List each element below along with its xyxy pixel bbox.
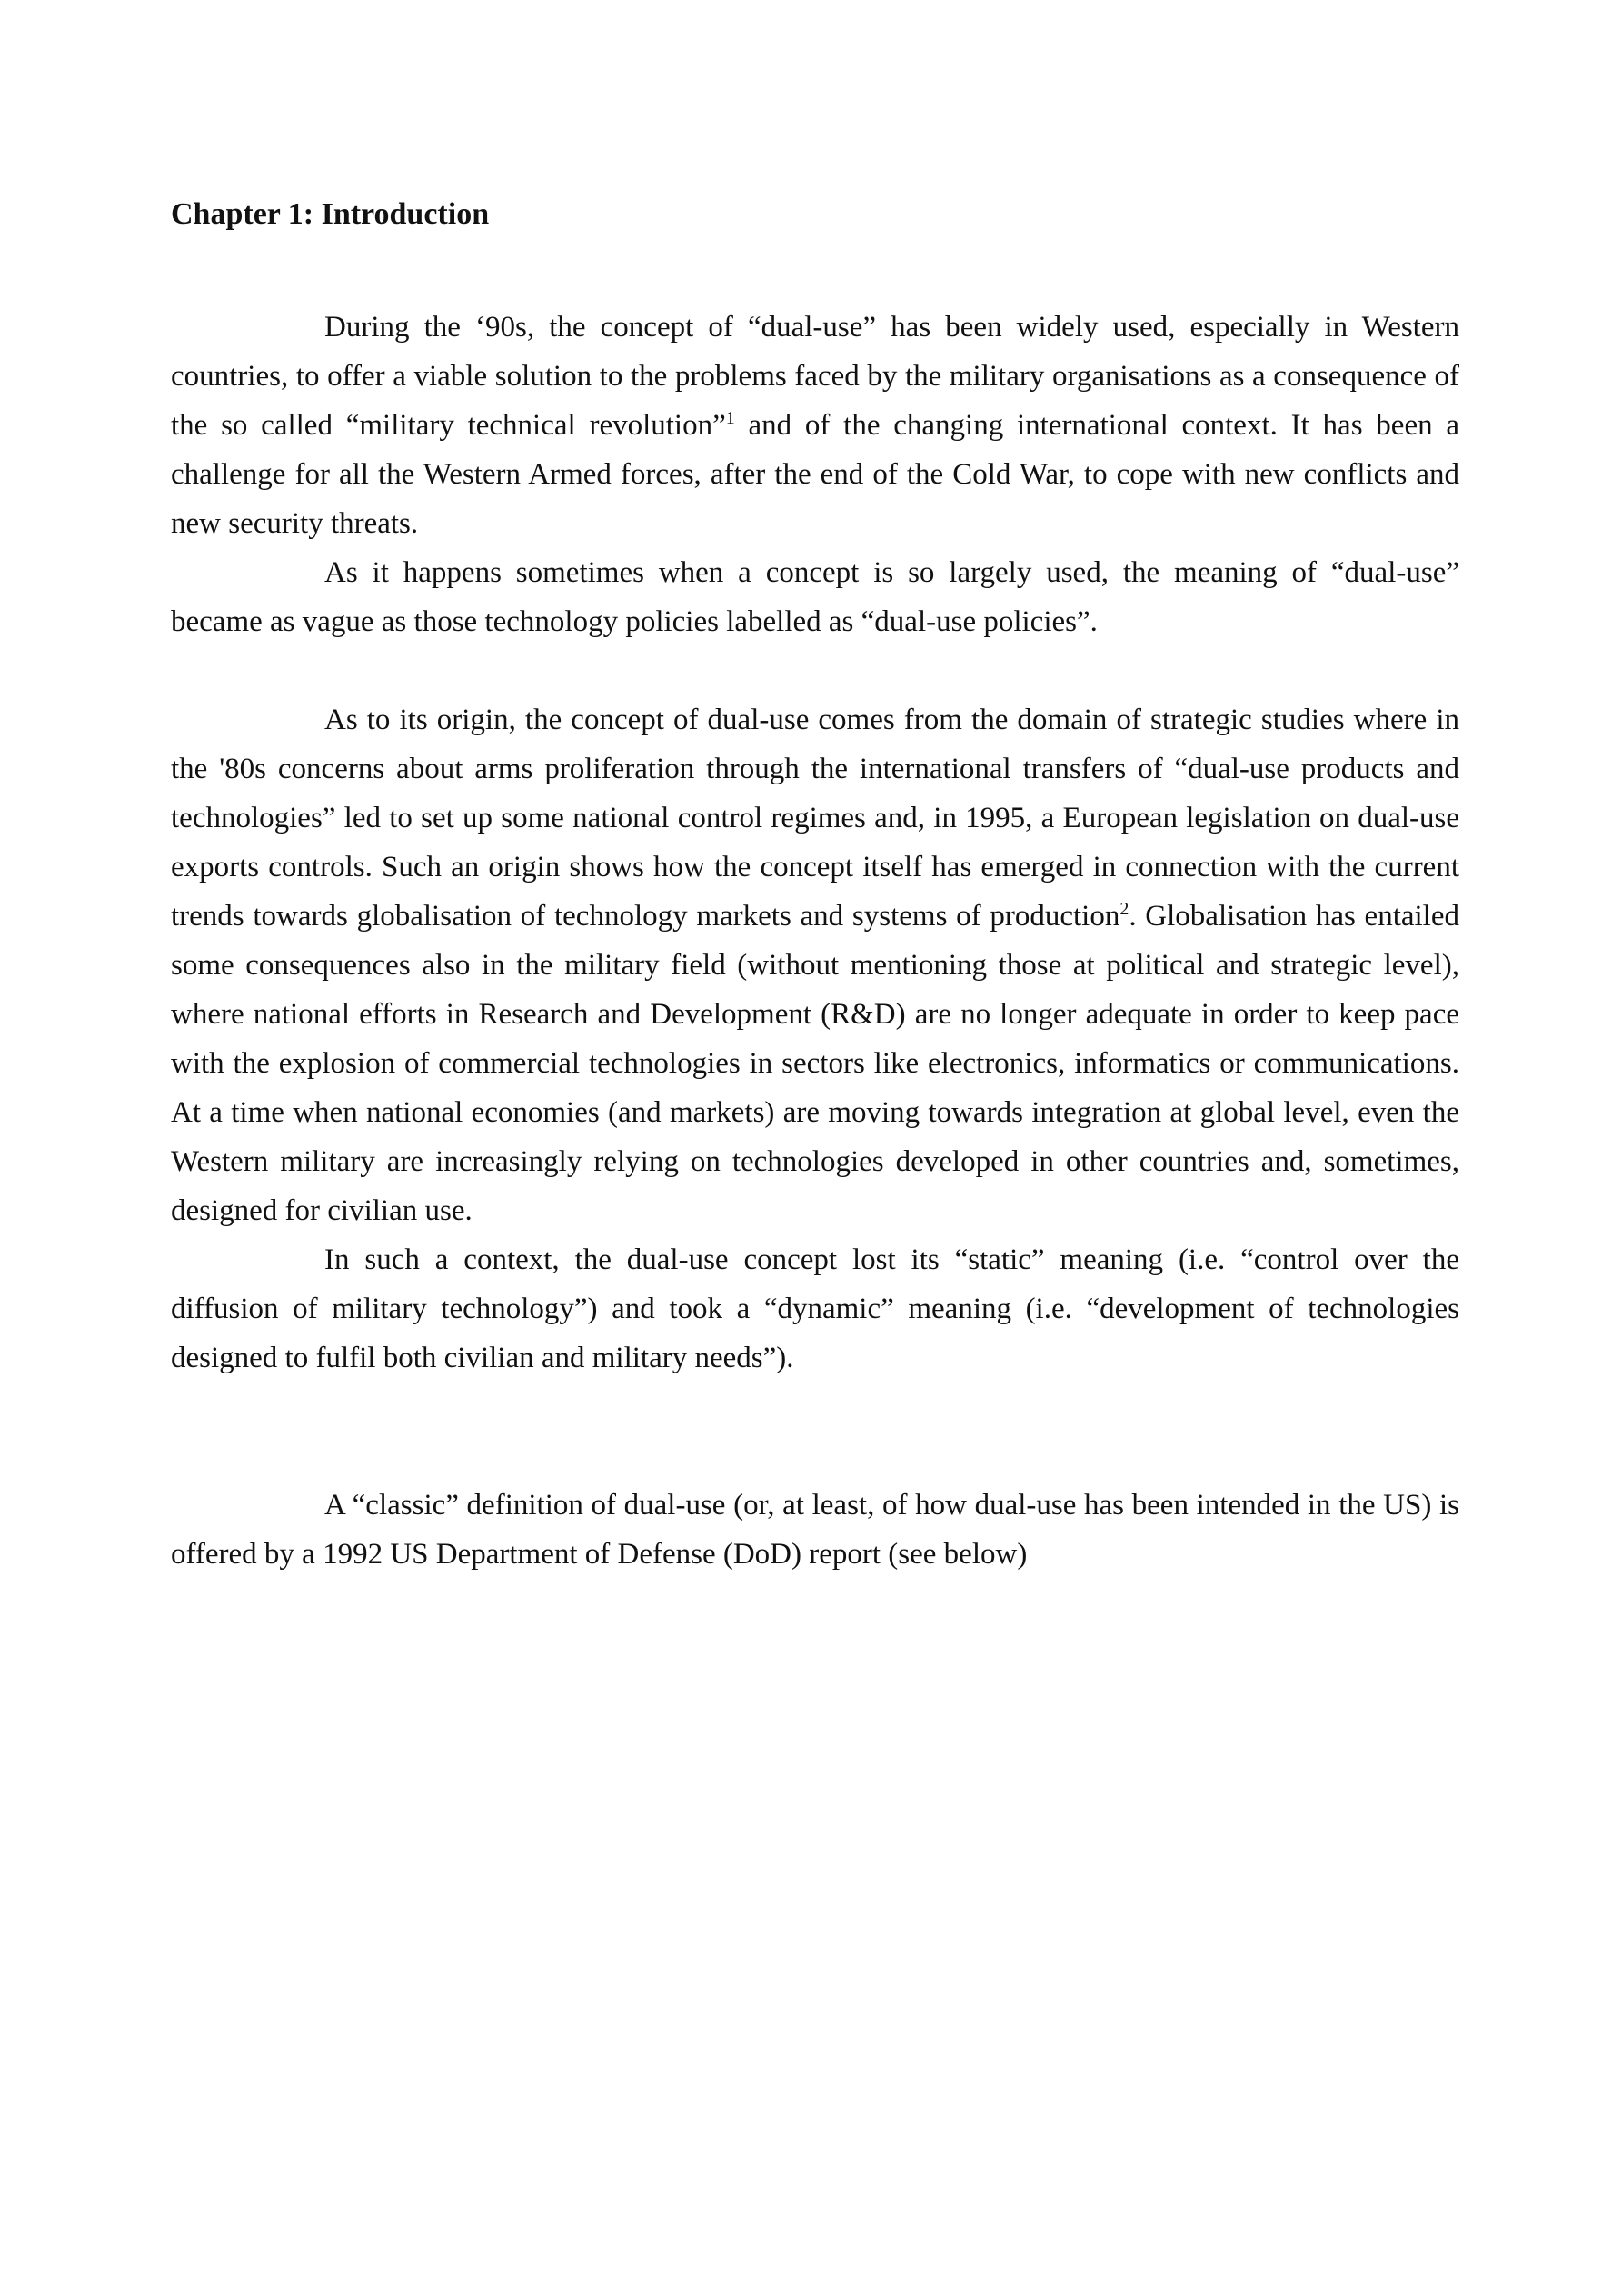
paragraph-concept-origin <box>171 695 1459 1235</box>
paragraph-text: As it happens sometimes when a concept is so largely used, the meaning of “dual-use” became as vague as those technology policies labelled as “dual-use policies”. <box>171 556 1459 638</box>
paragraph-classic-definition <box>171 1481 1459 1579</box>
paragraph-text: During the ‘90s, the concept of “dual-use” has been widely used, especially in Western countries, to offer a viable solution to the problems faced by the military organisations as a consequence of the so called “military technical revolution” <box>171 311 1459 442</box>
paragraph-text: and of the changing international context. It has been a challenge for all the Western Armed forces, after the end of the Cold War, to cope with new conflicts and new security threats. <box>171 409 1459 540</box>
paragraph-text: In such a context, the dual-use concept lost its “static” meaning (i.e. “control over the diffusion of military technology”) and took a “dynamic” meaning (i.e. “development of technologies designed to fulfil both civilian and military needs”). <box>171 1243 1459 1374</box>
document-body <box>171 186 1459 1579</box>
paragraph-vague-meaning <box>171 548 1459 646</box>
paragraph-text: As to its origin, the concept of dual-use comes from the domain of strategic studies where in the '80s concerns about arms proliferation through the international transfers of “dual-use products and technologies” led to set up some national control regimes and, in 1995, a European legislation on dual-use exports controls. Such an origin shows how the concept itself has emerged in connection with the current trends towards globalisation of technology markets and systems of production <box>171 704 1459 933</box>
paragraph-dynamic-meaning <box>171 1235 1459 1383</box>
paragraph-dual-use-origin-90s <box>171 303 1459 548</box>
paragraph-text: . Globalisation has entailed some consequences also in the military field (without mentioning those at political and strategic level), where national efforts in Research and Development (R&D) are no longer adequate in order to keep pace with the explosion of commercial technologies in sectors like electronics, informatics or communications. At a time when national economies (and markets) are moving towards integration at global level, even the Western military are increasingly relying on technologies developed in other countries and, sometimes, designed for civilian use. <box>171 900 1459 1227</box>
footnote-reference: 1 <box>725 408 735 428</box>
chapter-title: Chapter 1: Introduction <box>171 197 490 231</box>
footnote-reference: 2 <box>1119 899 1129 919</box>
paragraph-text: A “classic” definition of dual-use (or, at least, of how dual-use has been intended in the US) is offered by a 1992 US Department of Defense (DoD) report (see below) <box>171 1489 1459 1571</box>
